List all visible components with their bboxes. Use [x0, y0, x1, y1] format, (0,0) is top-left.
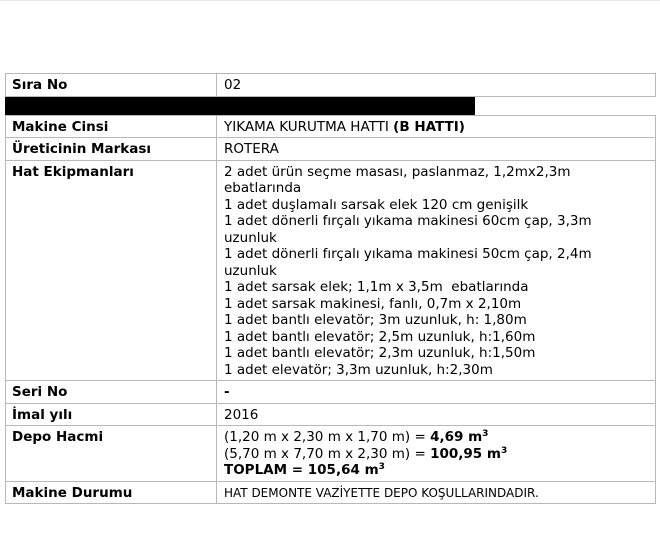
depo-expr-2: (5,70 m x 7,70 m x 2,30 m) = — [224, 445, 431, 462]
value-seri-no: - — [217, 381, 656, 403]
equipment-item: 1 adet bantlı elevatör; 2,3m uzunluk, h:1,50m — [224, 345, 536, 361]
label-depo-hacmi: Depo Hacmi — [5, 426, 217, 481]
equipment-item: 1 adet duşlamalı sarsak elek 120 cm genişilk — [224, 196, 529, 213]
label-imal-yili: İmal yılı — [5, 404, 217, 426]
equipment-item: 1 adet dönerli fırçalı yıkama makinesi 60cm çap, 3,3m uzunluk — [224, 213, 592, 246]
top-rule — [0, 0, 660, 1]
equipment-item: 1 adet bantlı elevatör; 2,5m uzunluk, h:1,60m — [224, 328, 536, 345]
equipment-item: 1 adet dönerli fırçalı yıkama makinesi 50cm çap, 2,4m uzunluk — [224, 246, 592, 279]
row-depo-hacmi — [5, 426, 656, 482]
value-imal-yili: 2016 — [217, 404, 656, 426]
depo-sup-2: 3 — [500, 445, 508, 456]
equipment-item: 1 adet elevatör; 3,3m uzunluk, h:2,30m — [224, 361, 493, 378]
depo-result-1: 4,69 m — [430, 429, 483, 445]
row-makine-durumu — [5, 482, 656, 505]
depo-line-2 — [224, 446, 647, 463]
depo-expr-1: (1,20 m x 2,30 m x 1,70 m) = — [224, 429, 431, 445]
row-hat-ekipmanlari — [5, 161, 656, 382]
value-makine-durumu: HAT DEMONTE VAZİYETTE DEPO KOŞULLARINDADIR. — [217, 482, 656, 504]
label-makine-durumu: Makine Durumu — [5, 482, 217, 504]
value-ureticinin-markasi: ROTERA — [217, 138, 656, 160]
equipment-item: 1 adet sarsak makinesi, fanlı, 0,7m x 2,10m — [224, 295, 522, 312]
row-imal-yili — [5, 404, 656, 427]
row-sira-no — [5, 73, 656, 97]
row-redacted — [5, 97, 656, 116]
equipment-item: 2 adet ürün seçme masası, paslanmaz, 1,2mx2,3m ebatlarında — [224, 163, 571, 196]
row-seri-no — [5, 381, 656, 404]
label-sira-no: Sıra No — [5, 74, 217, 96]
depo-total-text: TOPLAM = 105,64 m — [224, 462, 379, 478]
depo-result-2: 100,95 m — [430, 445, 501, 462]
depo-sup-1: 3 — [482, 429, 489, 439]
value-depo-hacmi — [217, 426, 656, 481]
row-makine-cinsi — [5, 116, 656, 139]
equipment-item: 1 adet sarsak elek; 1,1m x 3,5m ebatlarında — [224, 279, 529, 295]
label-seri-no: Seri No — [5, 381, 217, 403]
redaction-bar — [5, 97, 475, 115]
label-makine-cinsi: Makine Cinsi — [5, 116, 217, 138]
makine-cinsi-text: YIKAMA KURUTMA HATTI — [224, 118, 394, 135]
equipment-item: 1 adet bantlı elevatör; 3m uzunluk, h: 1,80m — [224, 312, 527, 328]
value-sira-no: 02 — [217, 74, 656, 96]
machine-spec-table — [5, 73, 656, 504]
label-ureticinin-markasi: Üreticinin Markası — [5, 138, 217, 160]
row-ureticinin-markasi — [5, 138, 656, 161]
depo-total-sup: 3 — [378, 462, 385, 472]
makine-cinsi-bold: (B HATTI) — [393, 118, 465, 135]
depo-line-1 — [224, 429, 647, 446]
value-hat-ekipmanlari — [217, 161, 656, 381]
label-hat-ekipmanlari: Hat Ekipmanları — [5, 161, 217, 381]
depo-total — [224, 462, 647, 479]
value-makine-cinsi — [217, 116, 656, 138]
